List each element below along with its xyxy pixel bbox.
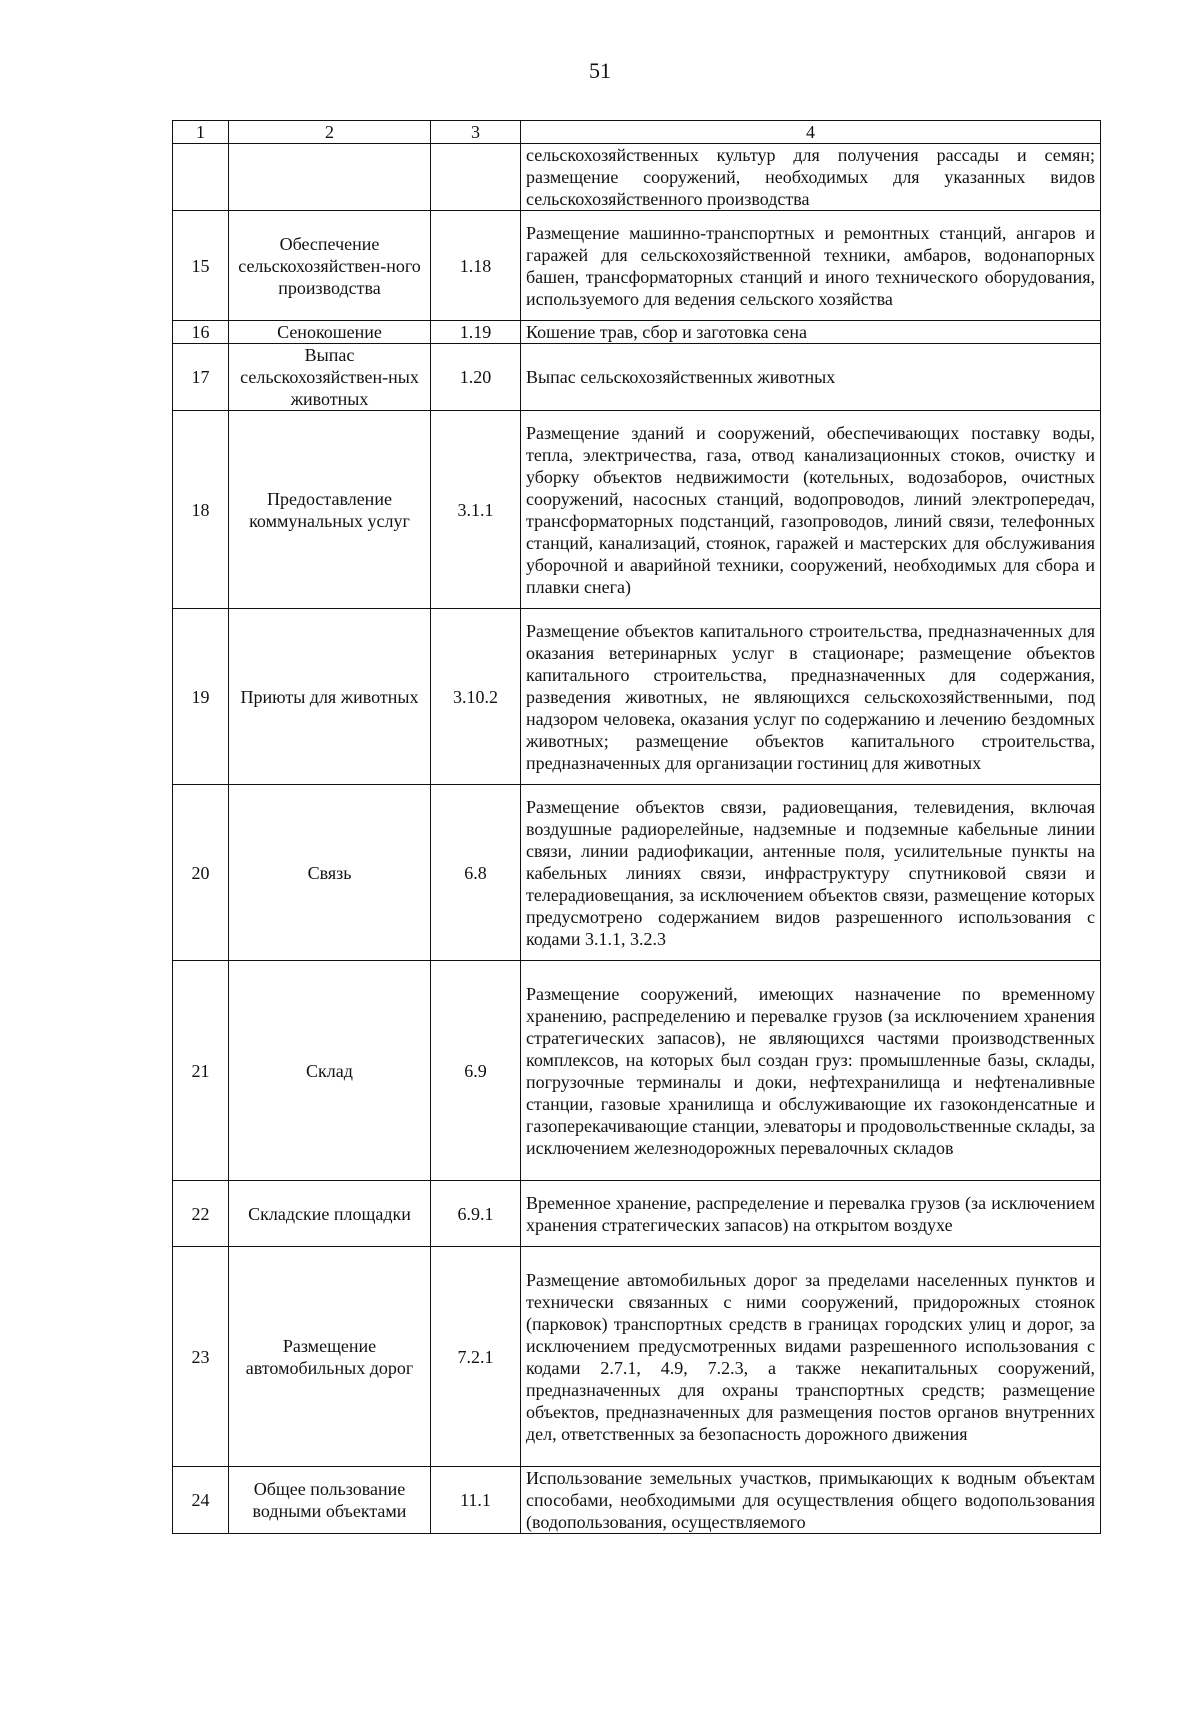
land-use-code: 6.8 bbox=[431, 785, 521, 961]
table-row bbox=[173, 1247, 1101, 1467]
table-row bbox=[173, 411, 1101, 609]
row-number: 20 bbox=[173, 785, 229, 961]
column-header: 1 bbox=[173, 121, 229, 144]
land-use-name: Обеспечение сельскохозяйствен-ного производства bbox=[229, 211, 431, 321]
table-row bbox=[173, 144, 1101, 211]
land-use-code: 1.20 bbox=[431, 344, 521, 411]
row-number: 18 bbox=[173, 411, 229, 609]
land-use-description: Использование земельных участков, примыкающих к водным объектам способами, необходимыми для осуществления общего водопользования (водопользования, осуществляемого bbox=[521, 1467, 1101, 1534]
land-use-code: 1.18 bbox=[431, 211, 521, 321]
land-use-table bbox=[172, 120, 1101, 1534]
land-use-name: Складские площадки bbox=[229, 1181, 431, 1247]
row-number: 19 bbox=[173, 609, 229, 785]
land-use-name: Общее пользование водными объектами bbox=[229, 1467, 431, 1534]
table-row bbox=[173, 785, 1101, 961]
land-use-description: сельскохозяйственных культур для получения рассады и семян; размещение сооружений, необходимых для указанных видов сельскохозяйственного производства bbox=[521, 144, 1101, 211]
land-use-description: Кошение трав, сбор и заготовка сена bbox=[521, 321, 1101, 344]
land-use-code: 3.1.1 bbox=[431, 411, 521, 609]
row-number bbox=[173, 144, 229, 211]
land-use-name: Выпас сельскохозяйствен-ных животных bbox=[229, 344, 431, 411]
land-use-code: 1.19 bbox=[431, 321, 521, 344]
land-use-description: Временное хранение, распределение и перевалка грузов (за исключением хранения стратегических запасов) на открытом воздухе bbox=[521, 1181, 1101, 1247]
row-number: 22 bbox=[173, 1181, 229, 1247]
column-header: 3 bbox=[431, 121, 521, 144]
table-row bbox=[173, 321, 1101, 344]
row-number: 23 bbox=[173, 1247, 229, 1467]
land-use-description: Размещение сооружений, имеющих назначение по временному хранению, распределению и перевалке грузов (за исключением хранения стратегических запасов), не являющихся частями производственных комплексов, на которых был создан груз: промышленные базы, склады, погрузочные терминалы и доки, нефтехранилища и нефтеналивные станции, газовые хранилища и обслуживающие их газоконденсатные и газоперекачивающие станции, элеваторы и продовольственные склады, за исключением железнодорожных перевалочных складов bbox=[521, 961, 1101, 1181]
land-use-name bbox=[229, 144, 431, 211]
table-row bbox=[173, 211, 1101, 321]
land-use-code: 6.9 bbox=[431, 961, 521, 1181]
land-use-name: Предоставление коммунальных услуг bbox=[229, 411, 431, 609]
land-use-description: Выпас сельскохозяйственных животных bbox=[521, 344, 1101, 411]
land-use-code: 11.1 bbox=[431, 1467, 521, 1534]
land-use-description: Размещение автомобильных дорог за пределами населенных пунктов и технически связанных с ними сооружений, придорожных стоянок (парковок) транспортных средств в границах городских улиц и дорог, за исключением предусмотренных видами разрешенного использования с кодами 2.7.1, 4.9, 7.2.3, а также некапитальных сооружений, предназначенных для охраны транспортных средств; размещение объектов, предназначенных для размещения постов органов внутренних дел, ответственных за безопасность дорожного движения bbox=[521, 1247, 1101, 1467]
table-row bbox=[173, 344, 1101, 411]
land-use-code: 3.10.2 bbox=[431, 609, 521, 785]
land-use-description: Размещение объектов капитального строительства, предназначенных для оказания ветеринарных услуг в стационаре; размещение объектов капитального строительства, предназначенных для содержания, разведения животных, не являющихся сельскохозяйственными, под надзором человека, оказания услуг по содержанию и лечению бездомных животных; размещение объектов капитального строительства, предназначенных для организации гостиниц для животных bbox=[521, 609, 1101, 785]
land-use-name: Склад bbox=[229, 961, 431, 1181]
land-use-code: 7.2.1 bbox=[431, 1247, 521, 1467]
land-use-description: Размещение объектов связи, радиовещания, телевидения, включая воздушные радиорелейные, надземные и подземные кабельные линии связи, линии радиофикации, антенные поля, усилительные пункты на кабельных линиях связи, инфраструктуру спутниковой связи и телерадиовещания, за исключением объектов связи, размещение которых предусмотрено содержанием видов разрешенного использования с кодами 3.1.1, 3.2.3 bbox=[521, 785, 1101, 961]
land-use-name: Приюты для животных bbox=[229, 609, 431, 785]
row-number: 21 bbox=[173, 961, 229, 1181]
column-header: 4 bbox=[521, 121, 1101, 144]
land-use-code bbox=[431, 144, 521, 211]
row-number: 16 bbox=[173, 321, 229, 344]
land-use-name: Связь bbox=[229, 785, 431, 961]
table-row bbox=[173, 961, 1101, 1181]
land-use-code: 6.9.1 bbox=[431, 1181, 521, 1247]
row-number: 17 bbox=[173, 344, 229, 411]
column-header: 2 bbox=[229, 121, 431, 144]
table-row bbox=[173, 609, 1101, 785]
land-use-description: Размещение машинно-транспортных и ремонтных станций, ангаров и гаражей для сельскохозяйственной техники, амбаров, водонапорных башен, трансформаторных станций и иного технического оборудования, используемого для ведения сельского хозяйства bbox=[521, 211, 1101, 321]
land-use-description: Размещение зданий и сооружений, обеспечивающих поставку воды, тепла, электричества, газа, отвод канализационных стоков, очистку и уборку объектов недвижимости (котельных, водозаборов, очистных сооружений, насосных станций, водопроводов, линий электропередач, трансформаторных подстанций, газопроводов, линий связи, телефонных станций, канализаций, стоянок, гаражей и мастерских для обслуживания уборочной и аварийной техники, сооружений, необходимых для сбора и плавки снега) bbox=[521, 411, 1101, 609]
row-number: 24 bbox=[173, 1467, 229, 1534]
page-number: 51 bbox=[589, 58, 611, 83]
table-header-row bbox=[173, 121, 1101, 144]
row-number: 15 bbox=[173, 211, 229, 321]
table-row bbox=[173, 1467, 1101, 1534]
land-use-name: Сенокошение bbox=[229, 321, 431, 344]
table-row bbox=[173, 1181, 1101, 1247]
land-use-name: Размещение автомобильных дорог bbox=[229, 1247, 431, 1467]
